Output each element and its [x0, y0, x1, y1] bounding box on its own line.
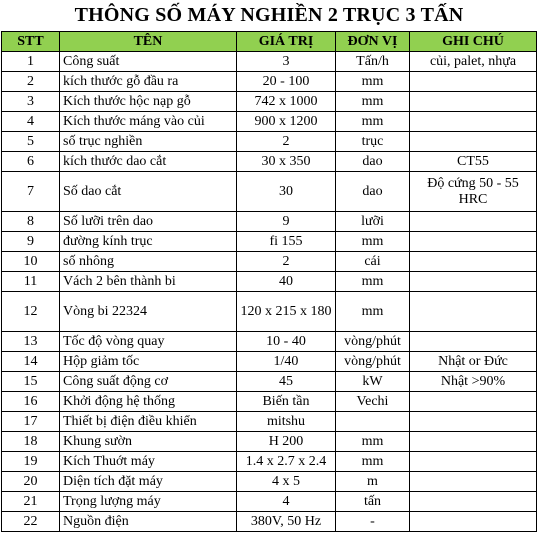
cell-don-vi: mm	[336, 272, 410, 292]
cell-stt: 21	[2, 492, 60, 512]
cell-ten: Khởi động hệ thống	[60, 392, 237, 412]
cell-gia-tri: 900 x 1200	[237, 112, 336, 132]
cell-ten: Vòng bi 22324	[60, 292, 237, 332]
cell-ghi-chu	[410, 252, 537, 272]
table-row	[2, 172, 537, 212]
cell-gia-tri: 3	[237, 52, 336, 72]
table-row	[2, 492, 537, 512]
cell-ghi-chu	[410, 272, 537, 292]
cell-ghi-chu: củi, palet, nhựa	[410, 52, 537, 72]
cell-stt: 14	[2, 352, 60, 372]
cell-don-vi: trục	[336, 132, 410, 152]
cell-don-vi: mm	[336, 432, 410, 452]
cell-ten: Số dao cắt	[60, 172, 237, 212]
cell-ten: Nguồn điện	[60, 512, 237, 532]
cell-ghi-chu	[410, 332, 537, 352]
table-row	[2, 52, 537, 72]
cell-gia-tri: 2	[237, 132, 336, 152]
table-row	[2, 272, 537, 292]
cell-don-vi: dao	[336, 172, 410, 212]
cell-gia-tri: 45	[237, 372, 336, 392]
cell-ten: Vách 2 bên thành bi	[60, 272, 237, 292]
cell-gia-tri: fi 155	[237, 232, 336, 252]
cell-ghi-chu: Độ cứng 50 - 55 HRC	[410, 172, 537, 212]
cell-ghi-chu	[410, 112, 537, 132]
cell-ghi-chu	[410, 212, 537, 232]
cell-ten: số trục nghiền	[60, 132, 237, 152]
cell-stt: 12	[2, 292, 60, 332]
cell-gia-tri: H 200	[237, 432, 336, 452]
table-row	[2, 132, 537, 152]
cell-ghi-chu: CT55	[410, 152, 537, 172]
cell-stt: 6	[2, 152, 60, 172]
cell-ten: Kích Thuớt máy	[60, 452, 237, 472]
cell-ten: đường kính trục	[60, 232, 237, 252]
table-row	[2, 352, 537, 372]
cell-ten: Khung sườn	[60, 432, 237, 452]
cell-ghi-chu	[410, 472, 537, 492]
cell-stt: 8	[2, 212, 60, 232]
cell-ten: kích thước gỗ đầu ra	[60, 72, 237, 92]
cell-don-vi: mm	[336, 92, 410, 112]
cell-stt: 15	[2, 372, 60, 392]
cell-don-vi	[336, 412, 410, 432]
table-row	[2, 252, 537, 272]
spec-table	[1, 31, 537, 532]
cell-ten: Diện tích đặt máy	[60, 472, 237, 492]
table-row	[2, 152, 537, 172]
cell-gia-tri: 40	[237, 272, 336, 292]
cell-stt: 9	[2, 232, 60, 252]
cell-don-vi: lưỡi	[336, 212, 410, 232]
cell-ghi-chu	[410, 412, 537, 432]
cell-gia-tri: mitshu	[237, 412, 336, 432]
table-row	[2, 332, 537, 352]
cell-gia-tri: 120 x 215 x 180	[237, 292, 336, 332]
cell-ten: Hộp giảm tốc	[60, 352, 237, 372]
cell-gia-tri: 30 x 350	[237, 152, 336, 172]
page-title: THÔNG SỐ MÁY NGHIỀN 2 TRỤC 3 TẤN	[74, 4, 464, 26]
cell-ten: Tốc độ vòng quay	[60, 332, 237, 352]
table-row	[2, 452, 537, 472]
cell-ghi-chu	[410, 512, 537, 532]
cell-stt: 4	[2, 112, 60, 132]
cell-don-vi: mm	[336, 232, 410, 252]
cell-gia-tri: 1.4 x 2.7 x 2.4	[237, 452, 336, 472]
table-row	[2, 232, 537, 252]
cell-ten: kích thước dao cắt	[60, 152, 237, 172]
cell-gia-tri: 742 x 1000	[237, 92, 336, 112]
cell-ghi-chu	[410, 392, 537, 412]
cell-ten: Thiết bị điện điều khiển	[60, 412, 237, 432]
cell-ghi-chu	[410, 132, 537, 152]
cell-ten: Trọng lượng máy	[60, 492, 237, 512]
cell-ghi-chu	[410, 292, 537, 332]
cell-don-vi: vòng/phút	[336, 332, 410, 352]
cell-stt: 17	[2, 412, 60, 432]
table-row	[2, 112, 537, 132]
cell-ten: Số lưỡi trên dao	[60, 212, 237, 232]
cell-stt: 3	[2, 92, 60, 112]
cell-gia-tri: 4	[237, 492, 336, 512]
cell-ten: Kích thước máng vào củi	[60, 112, 237, 132]
cell-gia-tri: 4 x 5	[237, 472, 336, 492]
table-row	[2, 212, 537, 232]
cell-stt: 1	[2, 52, 60, 72]
cell-gia-tri: 30	[237, 172, 336, 212]
cell-don-vi: tấn	[336, 492, 410, 512]
cell-ghi-chu	[410, 92, 537, 112]
cell-don-vi: mm	[336, 292, 410, 332]
cell-stt: 22	[2, 512, 60, 532]
cell-stt: 16	[2, 392, 60, 412]
cell-don-vi: Vechi	[336, 392, 410, 412]
table-row	[2, 292, 537, 332]
cell-gia-tri: 2	[237, 252, 336, 272]
cell-don-vi: vòng/phút	[336, 352, 410, 372]
header-stt: STT	[2, 32, 60, 52]
cell-don-vi: dao	[336, 152, 410, 172]
table-row	[2, 392, 537, 412]
cell-gia-tri: 1/40	[237, 352, 336, 372]
cell-ten: Công suất động cơ	[60, 372, 237, 392]
table-row	[2, 72, 537, 92]
cell-stt: 11	[2, 272, 60, 292]
cell-gia-tri: Biến tần	[237, 392, 336, 412]
cell-ghi-chu: Nhật or Đức	[410, 352, 537, 372]
cell-ten: Công suất	[60, 52, 237, 72]
header-gia-tri: GIÁ TRỊ	[237, 32, 336, 52]
cell-gia-tri: 20 - 100	[237, 72, 336, 92]
cell-ghi-chu	[410, 492, 537, 512]
cell-ten: Kích thước hộc nạp gỗ	[60, 92, 237, 112]
table-row	[2, 372, 537, 392]
cell-ghi-chu	[410, 432, 537, 452]
cell-don-vi: mm	[336, 112, 410, 132]
cell-ghi-chu	[410, 452, 537, 472]
table-row	[2, 432, 537, 452]
table-row	[2, 412, 537, 432]
cell-stt: 18	[2, 432, 60, 452]
header-ten: TÊN	[60, 32, 237, 52]
table-row	[2, 92, 537, 112]
table-row	[2, 472, 537, 492]
cell-gia-tri: 380V, 50 Hz	[237, 512, 336, 532]
cell-stt: 13	[2, 332, 60, 352]
cell-don-vi: kW	[336, 372, 410, 392]
cell-stt: 7	[2, 172, 60, 212]
cell-stt: 19	[2, 452, 60, 472]
cell-ghi-chu	[410, 232, 537, 252]
cell-ghi-chu	[410, 72, 537, 92]
cell-gia-tri: 9	[237, 212, 336, 232]
header-row	[2, 32, 537, 52]
cell-don-vi: cái	[336, 252, 410, 272]
cell-don-vi: Tấn/h	[336, 52, 410, 72]
header-ghi-chu: GHI CHÚ	[410, 32, 537, 52]
header-don-vi: ĐƠN VỊ	[336, 32, 410, 52]
cell-stt: 5	[2, 132, 60, 152]
cell-ten: số nhông	[60, 252, 237, 272]
cell-ghi-chu: Nhật >90%	[410, 372, 537, 392]
cell-don-vi: mm	[336, 452, 410, 472]
cell-stt: 2	[2, 72, 60, 92]
cell-don-vi: mm	[336, 72, 410, 92]
cell-stt: 10	[2, 252, 60, 272]
cell-stt: 20	[2, 472, 60, 492]
cell-gia-tri: 10 - 40	[237, 332, 336, 352]
table-row	[2, 512, 537, 532]
cell-don-vi: m	[336, 472, 410, 492]
cell-don-vi: -	[336, 512, 410, 532]
